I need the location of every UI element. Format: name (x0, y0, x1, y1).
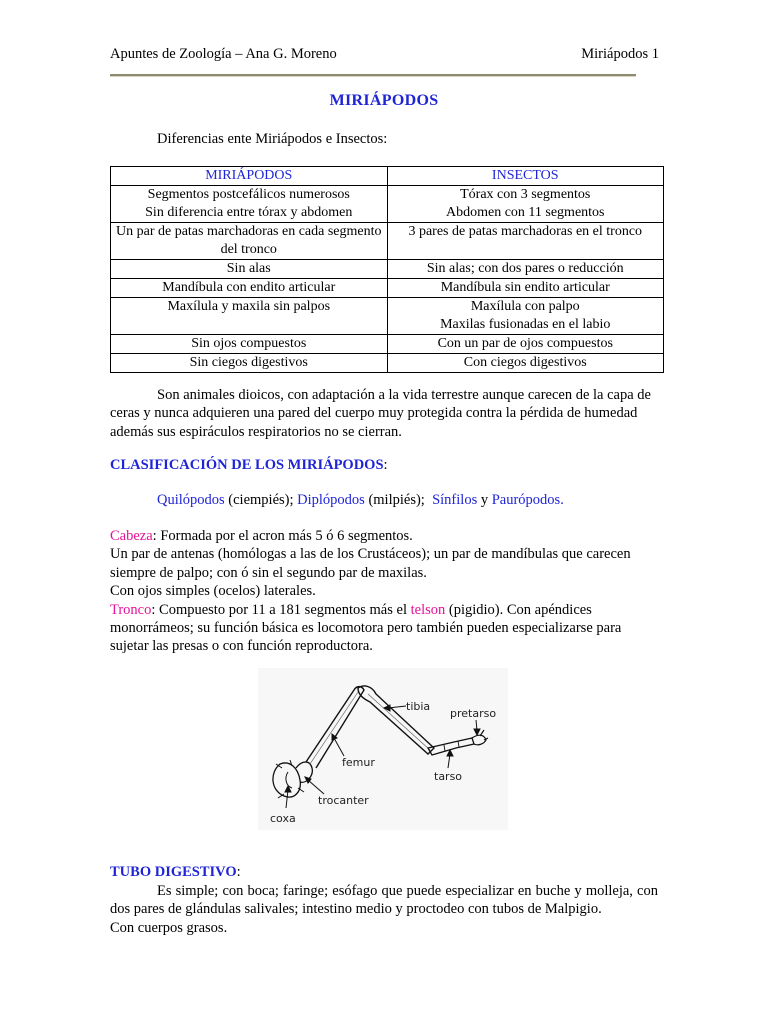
tronco-paragraph (110, 601, 658, 656)
table-cell: Mandíbula sin endito articular (387, 279, 664, 298)
tronco-text: (pigidio). Con apéndices monorrámeos; su función básica es locomotora pero también pueden especializarse para sujetar las presas o con función reproductora. (110, 601, 622, 655)
table-row (111, 279, 664, 298)
term-telson: telson (410, 601, 446, 618)
cabeza-ocelli: Con ojos simples (ocelos) laterales. (110, 583, 316, 600)
table-cell (387, 186, 664, 223)
body-regions (110, 527, 658, 656)
group-common-name: (milpiés); (364, 492, 433, 508)
table-cell: Sin ojos compuestos (111, 335, 388, 354)
heading-colon: : (236, 864, 241, 880)
running-header-right: Miriápodos 1 (581, 46, 659, 62)
tronco-text: : Compuesto por 11 a 181 segmentos más el (151, 601, 411, 618)
paragraph-dioicos: Son animales dioicos, con adaptación a la vida terrestre aunque carecen de la capa de ceras y nunca adquieren una pared del cuerpo muy protegida contra la pérdida de humedad además sus espiráculos respiratorios no se cierran. (110, 387, 651, 440)
table-cell: Con un par de ojos compuestos (387, 335, 664, 354)
cabeza-antennae: Un par de antenas (homólogas a las de los Crustáceos); un par de mandíbulas que carecen siempre de palpo; con ó sin el segundo par de maxilas. (110, 546, 631, 581)
cell-line: Abdomen con 11 segmentos (445, 205, 605, 220)
label-tarso: tarso (434, 770, 463, 783)
cell-line: Segmentos postcefálicos numerosos (147, 187, 350, 202)
period: . (560, 492, 564, 508)
group-sinfilos: Sínfilos (432, 492, 478, 508)
tubo-heading-text: TUBO DIGESTIVO (110, 864, 237, 880)
table-row (111, 223, 664, 260)
table-cell: Maxílula y maxila sin palpos (111, 298, 388, 335)
comparison-table (110, 166, 664, 373)
classification-heading (110, 457, 388, 474)
column-header-miriapodos: MIRIÁPODOS (111, 167, 388, 186)
group-common-name: (ciempiés); (224, 492, 298, 508)
table-cell: Con ciegos digestivos (387, 354, 664, 373)
term-cabeza: Cabeza (110, 528, 153, 544)
group-diplopodos: Diplópodos (297, 492, 365, 508)
label-pretarso: pretarso (450, 707, 497, 720)
tubo-description: Es simple; con boca; faringe; esófago que puede especializar en buche y molleja, con dos pares de glándulas salivales; intestino medio y proctodeo con tubos de Malpigio. (110, 883, 658, 918)
table-cell: 3 pares de patas marchadoras en el tronco (387, 223, 664, 260)
leg-diagram (258, 668, 508, 830)
cell-line: Maxilas fusionadas en el labio (440, 317, 611, 332)
figure-background (258, 668, 508, 830)
classification-heading-text: CLASIFICACIÓN DE LOS MIRIÁPODOS (110, 457, 384, 473)
group-pauropodos: Paurópodos (491, 492, 561, 508)
table-cell: Un par de patas marchadoras en cada segmento del tronco (111, 223, 388, 260)
label-coxa: coxa (270, 812, 296, 825)
label-tibia: tibia (406, 700, 431, 713)
conjunction: y (477, 492, 492, 508)
header-rule (110, 74, 636, 77)
term-tronco: Tronco (110, 601, 152, 618)
table-row (111, 335, 664, 354)
table-row (111, 186, 664, 223)
table-intro: Diferencias ente Miriápodos e Insectos: (157, 131, 388, 147)
table-cell: Sin ciegos digestivos (111, 354, 388, 373)
label-femur: femur (342, 756, 375, 769)
cabeza-text: : Formada por el acron más 5 ó 6 segmentos. (152, 528, 413, 544)
table-cell: Sin alas (111, 260, 388, 279)
tubo-cuerpos-grasos: Con cuerpos grasos. (110, 919, 228, 936)
table-row (111, 298, 664, 335)
cabeza-paragraph (110, 527, 658, 545)
tubo-digestivo-heading (110, 864, 241, 881)
table-cell: Mandíbula con endito articular (111, 279, 388, 298)
label-trocanter: trocanter (318, 794, 369, 807)
table-row (111, 260, 664, 279)
column-header-insectos: INSECTOS (387, 167, 664, 186)
table-cell (111, 186, 388, 223)
running-header-left: Apuntes de Zoología – Ana G. Moreno (110, 46, 337, 62)
group-quilopodos: Quilópodos (157, 492, 225, 508)
table-cell (387, 298, 664, 335)
page-title: MIRIÁPODOS (329, 92, 439, 109)
table-header-row (111, 167, 664, 186)
cell-line: Sin diferencia entre tórax y abdomen (145, 205, 353, 220)
table-cell: Sin alas; con dos pares o reducción (387, 260, 664, 279)
tubo-digestivo-text (110, 882, 658, 937)
cell-line: Maxílula con palpo (470, 299, 580, 314)
table-row (111, 354, 664, 373)
cell-line: Tórax con 3 segmentos (460, 187, 591, 202)
myriapod-groups (157, 492, 564, 509)
heading-colon: : (383, 457, 388, 473)
